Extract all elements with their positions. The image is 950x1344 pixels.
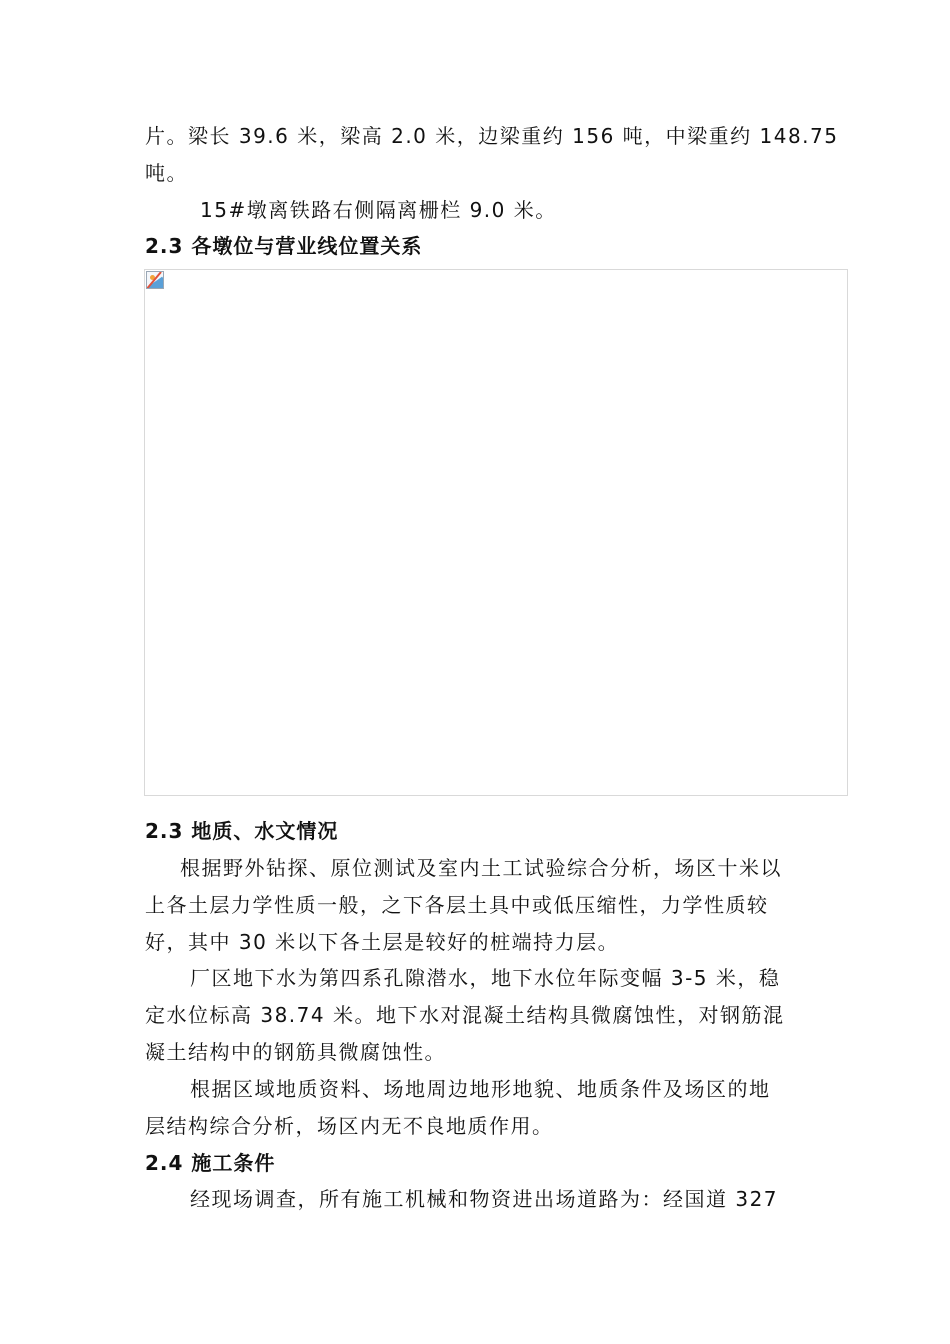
paragraph-line: 定水位标高 38.74 米。地下水对混凝土结构具微腐蚀性，对钢筋混 (145, 1003, 785, 1027)
paragraph-line: 15#墩离铁路右侧隔离栅栏 9.0 米。 (200, 198, 557, 222)
paragraph-line: 吨。 (145, 161, 188, 185)
paragraph-line: 层结构综合分析，场区内无不良地质作用。 (145, 1114, 554, 1138)
paragraph-line: 凝土结构中的钢筋具微腐蚀性。 (145, 1040, 446, 1064)
paragraph-line: 片。梁长 39.6 米，梁高 2.0 米，边梁重约 156 吨，中梁重约 148.75 (145, 124, 839, 148)
paragraph-line: 经现场调查，所有施工机械和物资进出场道路为：经国道 327 (190, 1187, 779, 1211)
paragraph-line: 好，其中 30 米以下各土层是较好的桩端持力层。 (145, 930, 620, 954)
paragraph-line: 根据区域地质资料、场地周边地形地貌、地质条件及场区的地 (190, 1077, 771, 1101)
figure-placeholder (144, 269, 848, 796)
broken-image-icon (146, 271, 164, 289)
section-heading-pier-positions: 2.3 各墩位与营业线位置关系 (145, 234, 423, 258)
paragraph-line: 上各土层力学性质一般，之下各层土具中或低压缩性，力学性质较 (145, 893, 769, 917)
paragraph-line: 根据野外钻探、原位测试及室内土工试验综合分析，场区十米以 (180, 856, 782, 880)
section-heading-geology: 2.3 地质、水文情况 (145, 819, 339, 843)
paragraph-line: 厂区地下水为第四系孔隙潜水，地下水位年际变幅 3-5 米，稳 (190, 966, 781, 990)
section-heading-construction-conditions: 2.4 施工条件 (145, 1151, 276, 1175)
